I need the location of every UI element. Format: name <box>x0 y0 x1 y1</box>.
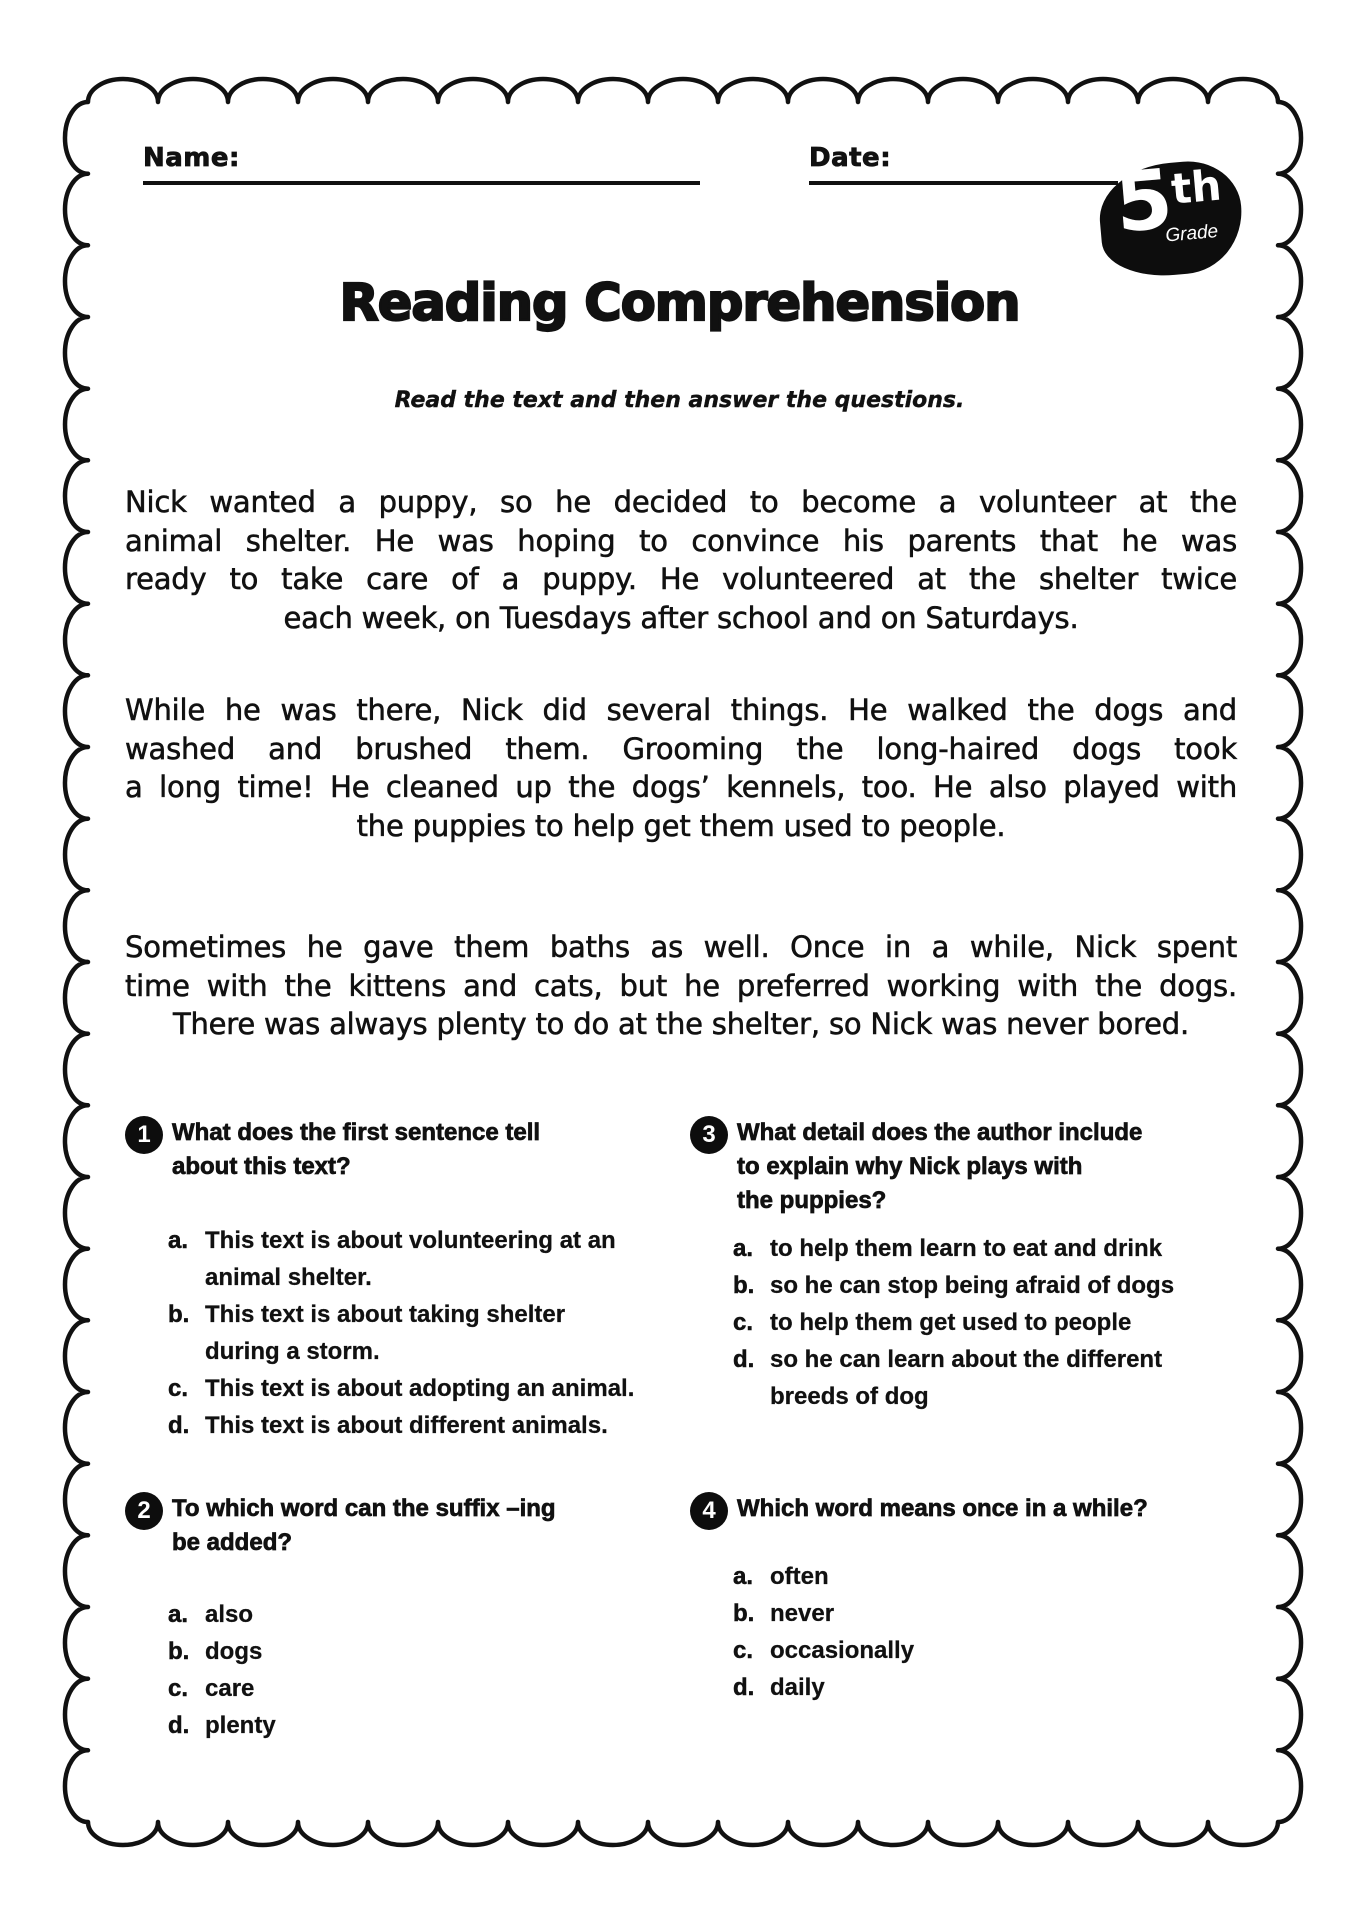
question-text-line: about this text? <box>172 1153 351 1180</box>
answer-option <box>733 1669 1290 1706</box>
option-letter: b. <box>733 1272 755 1299</box>
page-title: Reading Comprehension <box>339 274 1020 333</box>
option-text: daily <box>770 1674 825 1701</box>
passage-line: There was always plenty to do at the shelter, so Nick was never bored. <box>172 1007 1190 1041</box>
option-text: plenty <box>205 1712 276 1739</box>
passage-paragraph <box>125 483 1237 637</box>
option-text: This text is about taking shelter <box>205 1301 566 1328</box>
date-blank-line <box>809 181 1118 185</box>
answer-option <box>733 1632 1290 1669</box>
name-blank-line <box>143 181 700 185</box>
passage-line: ready to take care of a puppy. He volunteered at the shelter twice <box>125 562 1237 596</box>
option-letter: b. <box>733 1600 755 1627</box>
answer-option <box>168 1222 685 1296</box>
option-text: care <box>205 1675 255 1702</box>
name-label: Name: <box>143 143 240 173</box>
instructions: Read the text and then answer the questions. <box>394 388 965 413</box>
option-text: This text is about different animals. <box>205 1412 608 1439</box>
option-letter: c. <box>168 1675 189 1702</box>
answer-option <box>733 1267 1290 1304</box>
option-text: This text is about volunteering at an <box>205 1227 616 1254</box>
option-letter: c. <box>733 1309 754 1336</box>
option-text: This text is about adopting an animal. <box>205 1375 635 1402</box>
passage-line: Nick wanted a puppy, so he decided to become a volunteer at the <box>125 485 1237 519</box>
option-text: often <box>770 1563 829 1590</box>
date-label: Date: <box>809 143 892 173</box>
answer-option <box>733 1341 1290 1415</box>
passage-line: While he was there, Nick did several things. He walked the dogs and <box>125 693 1237 727</box>
question-number-badge: 4 <box>690 1492 728 1530</box>
answer-option <box>733 1304 1290 1341</box>
option-letter: d. <box>733 1346 755 1373</box>
option-text: to help them learn to eat and drink <box>770 1235 1163 1262</box>
passage-line: the puppies to help get them used to people. <box>356 808 1006 843</box>
answer-option <box>168 1707 685 1744</box>
option-text: dogs <box>205 1638 263 1665</box>
question-text-line: be added? <box>172 1529 293 1556</box>
passage-line: a long time! He cleaned up the dogs’ kennels, too. He also played with <box>125 770 1237 804</box>
option-letter: d. <box>168 1712 190 1739</box>
option-text: occasionally <box>770 1637 915 1664</box>
option-text: never <box>770 1600 835 1627</box>
answer-option <box>168 1633 685 1670</box>
option-text: also <box>205 1601 254 1628</box>
grade-badge <box>1095 151 1246 281</box>
grade-suffix: th <box>1169 160 1224 214</box>
option-text: so he can learn about the different <box>770 1346 1163 1373</box>
answer-option <box>733 1595 1290 1632</box>
option-letter: a. <box>168 1227 189 1254</box>
option-letter: a. <box>733 1235 754 1262</box>
question-3 <box>690 1116 1290 1415</box>
passage-paragraph <box>125 928 1237 1044</box>
question-text-line: to explain why Nick plays with <box>737 1153 1083 1180</box>
passage-line: Sometimes he gave them baths as well. Once in a while, Nick spent <box>125 930 1237 964</box>
option-letter: a. <box>168 1601 189 1628</box>
grade-word: Grade <box>1164 220 1219 247</box>
question-number-badge: 3 <box>690 1116 728 1154</box>
answer-option <box>168 1596 685 1633</box>
answer-option <box>168 1370 685 1407</box>
option-letter: d. <box>733 1674 755 1701</box>
answer-option <box>733 1558 1290 1595</box>
question-4 <box>690 1492 1290 1706</box>
option-text: breeds of dog <box>770 1383 929 1410</box>
option-text: to help them get used to people <box>770 1309 1132 1336</box>
answer-option <box>168 1296 685 1370</box>
question-number-badge: 2 <box>125 1492 163 1530</box>
passage-line: animal shelter. He was hoping to convince his parents that he was <box>125 523 1237 558</box>
question-text-line: the puppies? <box>737 1187 887 1214</box>
option-letter: c. <box>168 1375 189 1402</box>
option-letter: a. <box>733 1563 754 1590</box>
option-text: animal shelter. <box>205 1264 372 1291</box>
question-2 <box>125 1492 685 1744</box>
passage-line: each week, on Tuesdays after school and on Saturdays. <box>283 600 1079 635</box>
question-number-badge: 1 <box>125 1116 163 1154</box>
answer-option <box>733 1230 1290 1267</box>
answer-option <box>168 1670 685 1707</box>
option-letter: d. <box>168 1412 190 1439</box>
option-letter: b. <box>168 1638 190 1665</box>
passage-paragraph <box>125 691 1237 845</box>
question-text-line: What does the first sentence tell <box>172 1119 541 1146</box>
answer-option <box>168 1407 685 1444</box>
passage-line: washed and brushed them. Grooming the long-haired dogs took <box>125 731 1237 766</box>
question-text-line: To which word can the suffix –ing <box>172 1495 556 1522</box>
grade-number: 5 <box>1111 151 1177 252</box>
option-letter: c. <box>733 1637 754 1664</box>
question-1 <box>125 1116 685 1444</box>
option-letter: b. <box>168 1301 190 1328</box>
passage-line: time with the kittens and cats, but he preferred working with the dogs. <box>125 968 1237 1003</box>
question-text-line: Which word means once in a while? <box>737 1495 1148 1522</box>
option-text: during a storm. <box>205 1338 380 1365</box>
option-text: so he can stop being afraid of dogs <box>770 1272 1175 1299</box>
question-text-line: What detail does the author include <box>737 1119 1143 1146</box>
